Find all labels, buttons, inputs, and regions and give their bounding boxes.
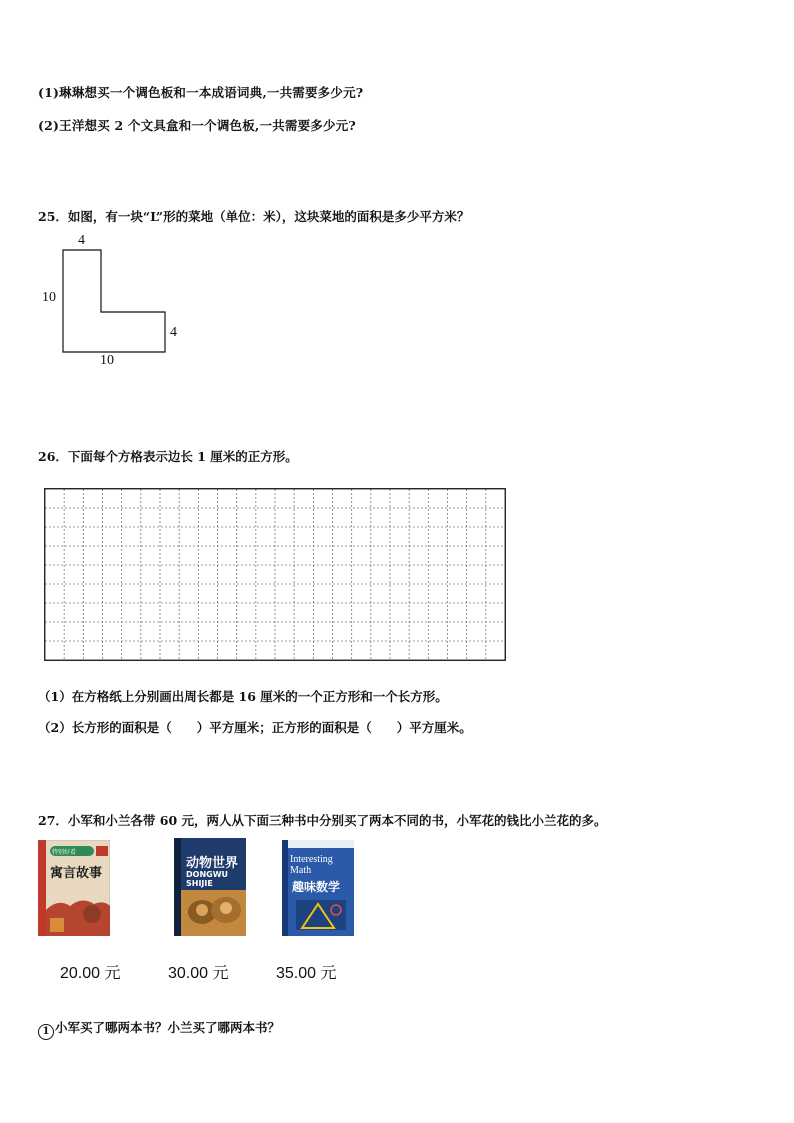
price-animal: 30.00 元 (168, 965, 229, 982)
label-right-height: 4 (170, 325, 177, 340)
price-fable: 20.00 元 (60, 965, 121, 982)
label-bottom-width: 10 (100, 353, 114, 368)
question-27-sub1-text: 小军买了哪两本书？小兰买了哪两本书？ (55, 1020, 281, 1035)
l-shape-outline (63, 250, 165, 352)
grid-paper[interactable] (44, 488, 506, 661)
book-interesting-math (282, 840, 354, 936)
question-27-sub1 (38, 1018, 280, 1040)
question-26-sub2: （2）长方形的面积是（ ）平方厘米；正方形的面积是（ ）平方厘米。 (38, 720, 472, 735)
question-part-2: (2)王洋想买 2 个文具盒和一个调色板,一共需要多少元? (38, 118, 356, 133)
label-left-height: 10 (42, 290, 56, 305)
book-fable-title: 寓言故事 (50, 866, 103, 881)
price-math: 35.00 元 (276, 965, 337, 982)
book-animal-title: 动物世界 (186, 856, 239, 871)
l-shape-figure (0, 0, 794, 400)
question-26-text: 26．下面每个方格表示边长 1 厘米的正方形。 (38, 449, 298, 464)
book-animal-subtitle: DONGWU SHIJIE (186, 870, 229, 888)
question-27-text: 27．小军和小兰各带 60 元，两人从下面三种书中分别买了两本不同的书，小军花的钱比小兰花的多。 (38, 813, 607, 828)
grid-svg (44, 488, 506, 661)
book-animal-world (174, 838, 246, 936)
circled-number-1: 1 (38, 1024, 54, 1040)
label-top-width: 4 (78, 233, 85, 248)
book-math-subtitle: Interesting Math (290, 854, 333, 876)
question-25-text: 25．如图，有一块“L”形的菜地（单位：米），这块菜地的面积是多少平方米？ (38, 209, 470, 224)
book-fable-badge: 特别好看 (52, 849, 77, 856)
question-26-sub1: （1）在方格纸上分别画出周长都是 16 厘米的一个正方形和一个长方形。 (38, 689, 448, 704)
question-part-1: (1)琳琳想买一个调色板和一本成语词典,一共需要多少元? (38, 85, 364, 100)
book-fable-stories (38, 840, 110, 936)
book-math-title: 趣味数学 (292, 880, 341, 894)
